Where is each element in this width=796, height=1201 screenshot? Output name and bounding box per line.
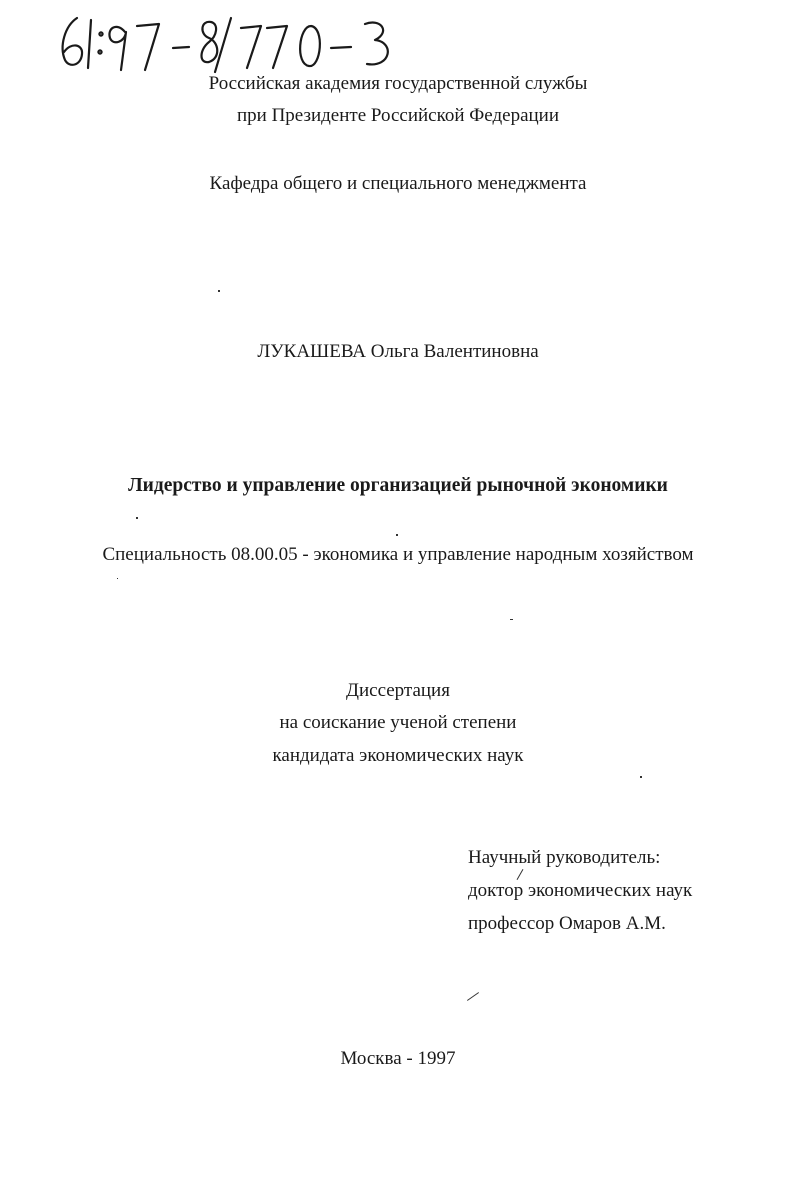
supervisor-heading: Научный руководитель: (468, 847, 661, 868)
degree-type: Диссертация (346, 680, 450, 701)
scan-speck (640, 776, 642, 778)
scan-stroke (467, 992, 479, 1001)
scan-speck (136, 517, 138, 519)
thesis-specialty: Специальность 08.00.05 - экономика и управление народным хозяйством (102, 544, 694, 565)
degree-field: кандидата экономических наук (272, 745, 524, 766)
thesis-title: Лидерство и управление организацией рыночной экономики (128, 475, 668, 496)
handwritten-archive-number (55, 8, 425, 78)
author-name: ЛУКАШЕВА Ольга Валентиновна (257, 341, 539, 362)
department-name: Кафедра общего и специального менеджмента (209, 173, 587, 194)
institution-name-line2: при Президенте Российской Федерации (236, 105, 560, 126)
place-and-year: Москва - 1997 (340, 1048, 456, 1069)
scan-speck (396, 534, 398, 536)
institution-name-line1: Российская академия государственной службы (208, 73, 588, 94)
scan-speck (510, 619, 513, 620)
supervisor-name: профессор Омаров А.М. (468, 913, 666, 934)
supervisor-degree: доктор экономических наук (468, 880, 693, 901)
scan-speck (117, 578, 118, 579)
scan-speck (218, 290, 220, 292)
degree-purpose: на соискание ученой степени (279, 712, 517, 733)
